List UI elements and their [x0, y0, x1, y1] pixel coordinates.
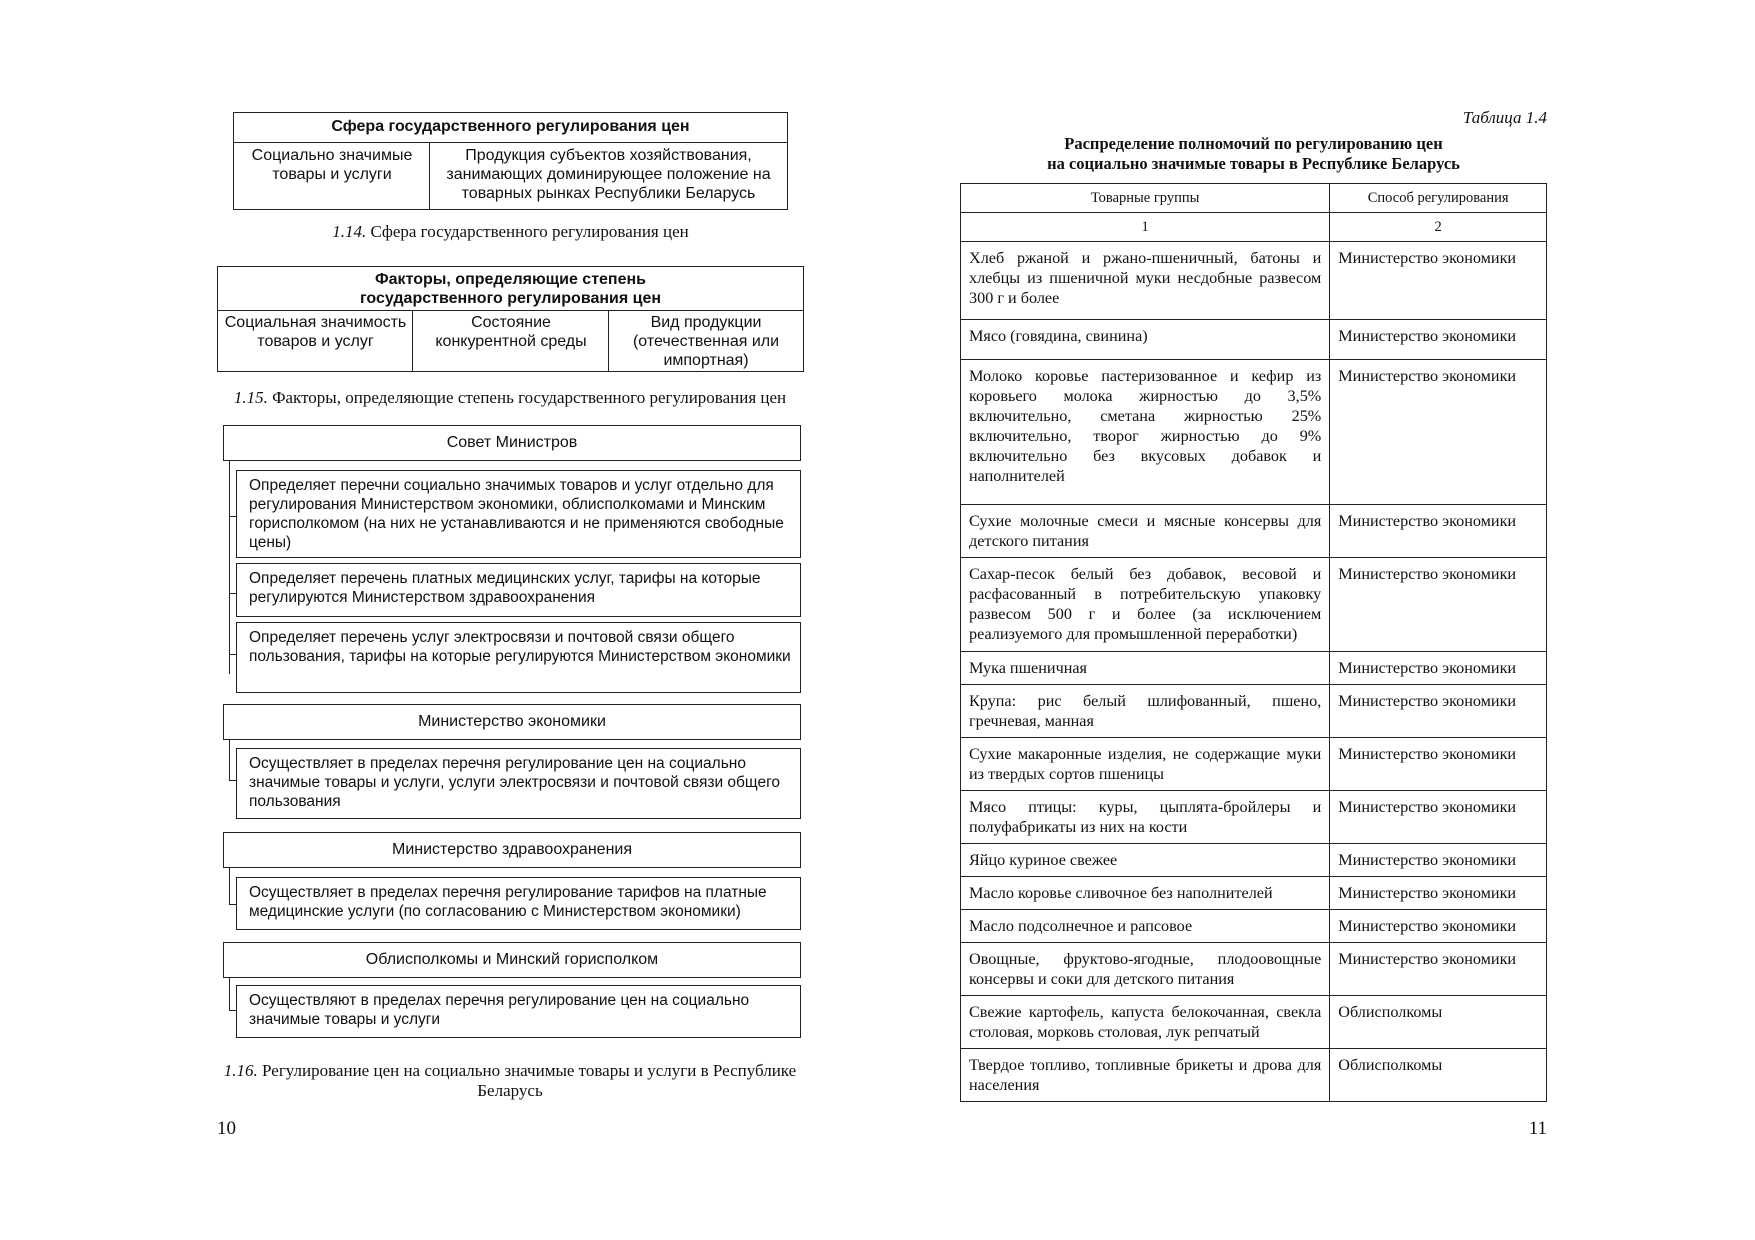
fig16-caption-number: 1.16.	[223, 1061, 258, 1080]
column-header-product-groups: Товарные группы	[961, 184, 1330, 213]
cell-regulation-method: Министерство экономики	[1330, 242, 1547, 320]
cell-product-group: Крупа: рис белый шлифованный, пшено, гречневая, манная	[961, 685, 1330, 738]
table-row	[961, 558, 1547, 652]
table-label: Таблица 1.4	[1462, 108, 1547, 127]
cell-product-group: Масло подсолнечное и рапсовое	[961, 910, 1330, 943]
table-row	[961, 996, 1547, 1049]
health-item-medical-tariffs: Осуществляет в пределах перечня регулирование тарифов на платные медицинские услуги (по согласованию с Министерством экономики)	[236, 877, 801, 930]
cell-product-group: Сухие макаронные изделия, не содержащие муки из твердых сортов пшеницы	[961, 738, 1330, 791]
fig15-caption-number: 1.15.	[233, 388, 268, 407]
cell-regulation-method: Министерство экономики	[1330, 652, 1547, 685]
cell-regulation-method: Министерство экономики	[1330, 844, 1547, 877]
fig15-caption	[200, 388, 820, 408]
cell-product-group: Твердое топливо, топливные брикеты и дрова для населения	[961, 1049, 1330, 1102]
connector-council-tick-1	[229, 516, 236, 517]
economy-item-price-regulation: Осуществляет в пределах перечня регулирование цен на социально значимые товары и услуги, услуги электросвязи и почтовой связи общего пользования	[236, 748, 801, 819]
connector-economy	[229, 740, 230, 780]
cell-regulation-method: Министерство экономики	[1330, 360, 1547, 505]
cell-product-group: Овощные, фруктово-ягодные, плодоовощные консервы и соки для детского питания	[961, 943, 1330, 996]
cell-product-group: Сухие молочные смеси и мясные консервы для детского питания	[961, 505, 1330, 558]
cell-regulation-method: Министерство экономики	[1330, 877, 1547, 910]
council-item-telecom-services: Определяет перечень услуг электросвязи и почтовой связи общего пользования, тарифы на которые регулируются Министерством экономики	[236, 622, 801, 693]
cell-product-group: Хлеб ржаной и ржано-пшеничный, батоны и хлебцы из пшеничной муки несдобные развесом 300 г и более	[961, 242, 1330, 320]
table-row	[961, 652, 1547, 685]
regional-item-price-regulation: Осуществляют в пределах перечня регулирование цен на социально значимые товары и услуги	[236, 985, 801, 1038]
cell-product-group: Мука пшеничная	[961, 652, 1330, 685]
fig15-cell-social-significance: Социальная значимость товаров и услуг	[217, 310, 414, 372]
cell-regulation-method: Министерство экономики	[1330, 320, 1547, 360]
cell-product-group: Сахар-песок белый без добавок, весовой и расфасованный в потребительскую упаковку развесом 500 г и более (за исключением реализуемого для промышленной переработки)	[961, 558, 1330, 652]
table-title-line-2: на социально значимые товары в Республике Беларусь	[1047, 154, 1460, 173]
cell-regulation-method: Министерство экономики	[1330, 685, 1547, 738]
table-row	[961, 685, 1547, 738]
cell-product-group: Свежие картофель, капуста белокочанная, свекла столовая, морковь столовая, лук репчатый	[961, 996, 1330, 1049]
org-regional-committees: Облисполкомы и Минский горисполком	[223, 942, 801, 978]
cell-regulation-method: Облисполкомы	[1330, 1049, 1547, 1102]
price-authority-table	[960, 183, 1547, 1102]
connector-health	[229, 868, 230, 904]
cell-regulation-method: Министерство экономики	[1330, 791, 1547, 844]
fig14-caption	[233, 222, 788, 242]
connector-health-tick	[229, 904, 236, 905]
table-row	[961, 242, 1547, 320]
cell-product-group: Яйцо куриное свежее	[961, 844, 1330, 877]
connector-council-tick-3	[229, 654, 236, 655]
fig14-caption-number: 1.14.	[332, 222, 367, 241]
fig14-cell-dominant-producers: Продукция субъектов хозяйствования, занимающих доминирующее положение на товарных рынках Республики Беларусь	[429, 142, 788, 210]
cell-product-group: Масло коровье сливочное без наполнителей	[961, 877, 1330, 910]
table-title	[960, 134, 1547, 174]
council-item-medical-services: Определяет перечень платных медицинских услуг, тарифы на которые регулируются Министерством здравоохранения	[236, 563, 801, 617]
table-column-numbers-row	[961, 213, 1547, 242]
fig15-header: Факторы, определяющие степень государственного регулирования цен	[217, 266, 804, 312]
table-row	[961, 877, 1547, 910]
column-number-2: 2	[1330, 213, 1547, 242]
table-row	[961, 910, 1547, 943]
page-number-left: 10	[217, 1118, 236, 1139]
table-title-line-1: Распределение полномочий по регулированию цен	[1064, 134, 1443, 153]
cell-product-group: Мясо (говядина, свинина)	[961, 320, 1330, 360]
cell-regulation-method: Министерство экономики	[1330, 943, 1547, 996]
table-row	[961, 360, 1547, 505]
org-council-of-ministers: Совет Министров	[223, 425, 801, 461]
fig14-caption-text: Сфера государственного регулирования цен	[370, 222, 689, 241]
cell-regulation-method: Министерство экономики	[1330, 505, 1547, 558]
column-number-1: 1	[961, 213, 1330, 242]
fig15-caption-text: Факторы, определяющие степень государственного регулирования цен	[272, 388, 787, 407]
cell-regulation-method: Облисполкомы	[1330, 996, 1547, 1049]
fig15-cell-product-type: Вид продукции (отечественная или импортная)	[608, 310, 804, 372]
fig14-cell-social-goods: Социально значимые товары и услуги	[233, 142, 431, 210]
fig15-cell-competition: Состояние конкурентной среды	[412, 310, 610, 372]
table-row	[961, 844, 1547, 877]
connector-council	[229, 461, 230, 674]
connector-economy-tick	[229, 780, 236, 781]
connector-regional	[229, 978, 230, 1010]
council-item-social-goods-lists: Определяет перечни социально значимых товаров и услуг отдельно для регулирования Министерством экономики, облисполкомами и Минским горисполкомом (на них не устанавливаются и не применяются свободные цены)	[236, 470, 801, 558]
connector-regional-tick	[229, 1010, 236, 1011]
org-ministry-of-economy: Министерство экономики	[223, 704, 801, 740]
table-row	[961, 738, 1547, 791]
table-row	[961, 791, 1547, 844]
table-row	[961, 505, 1547, 558]
fig16-caption-text: Регулирование цен на социально значимые товары и услуги в Республике Беларусь	[262, 1061, 797, 1100]
connector-council-tick-2	[229, 593, 236, 594]
fig16-caption	[205, 1061, 815, 1101]
table-row	[961, 1049, 1547, 1102]
fig14-header: Сфера государственного регулирования цен	[233, 112, 788, 144]
cell-regulation-method: Министерство экономики	[1330, 910, 1547, 943]
table-row	[961, 943, 1547, 996]
column-header-regulation-method: Способ регулирования	[1330, 184, 1547, 213]
cell-product-group: Молоко коровье пастеризованное и кефир из коровьего молока жирностью до 3,5% включительно, сметана жирностью 25% включительно, творог жирностью до 9% включительно без вкусовых добавок и наполнителей	[961, 360, 1330, 505]
cell-regulation-method: Министерство экономики	[1330, 738, 1547, 791]
cell-product-group: Мясо птицы: куры, цыплята-бройлеры и полуфабрикаты из них на кости	[961, 791, 1330, 844]
cell-regulation-method: Министерство экономики	[1330, 558, 1547, 652]
table-row	[961, 320, 1547, 360]
table-header-row	[961, 184, 1547, 213]
org-ministry-of-health: Министерство здравоохранения	[223, 832, 801, 868]
page-number-right: 11	[1528, 1118, 1547, 1139]
